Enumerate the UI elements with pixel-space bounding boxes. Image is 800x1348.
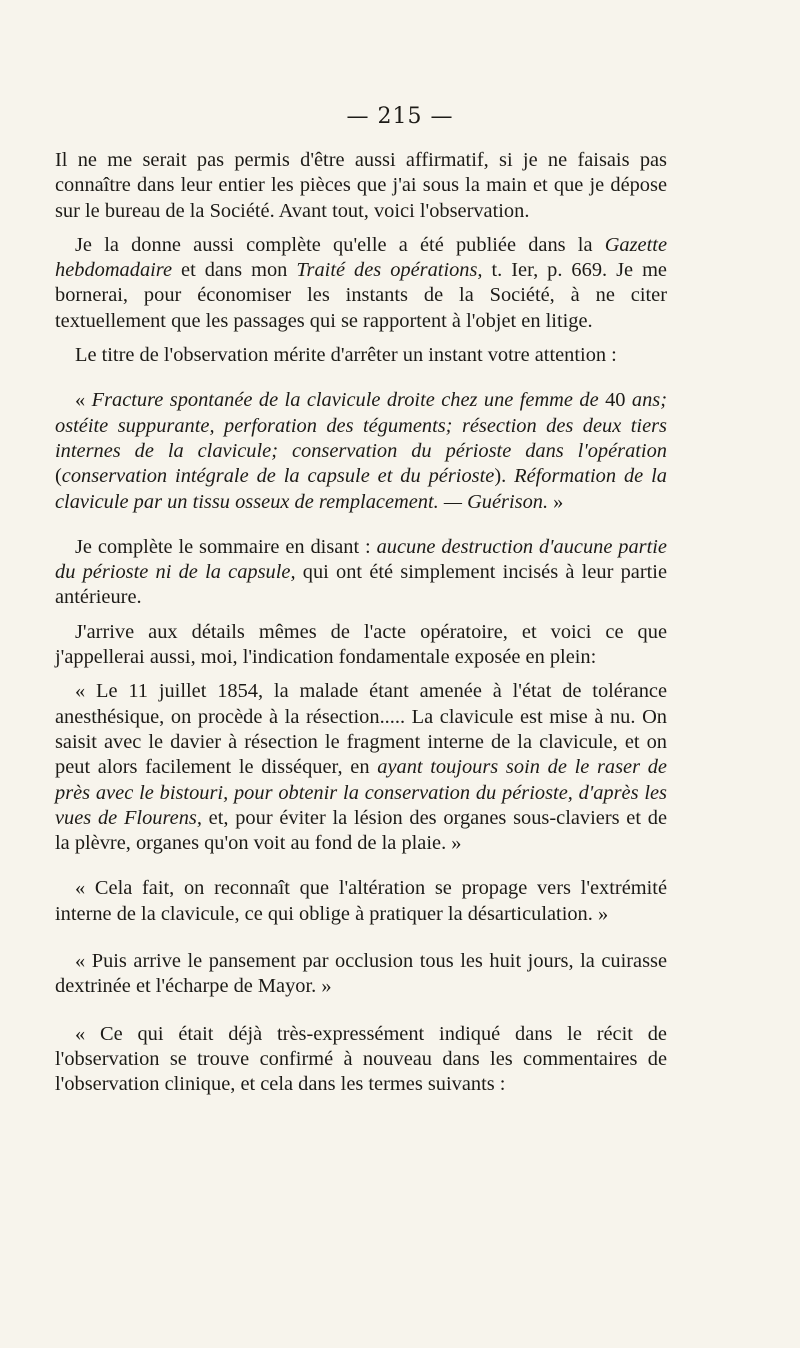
p4-quote-open: « [75,389,92,412]
paragraph-5 [55,535,667,611]
p2-italic-gazette: Gazette hebdomadaire [55,233,667,282]
paragraph-7 [55,679,667,856]
p4-quote-close: » [548,490,564,513]
p5-text-a: Je complète le sommaire en disant : [75,535,377,558]
p5-italic: aucune destruction d'aucune partie du périoste ni de la capsule, [55,535,667,584]
p7-italic: ayant toujours soin de le raser de près avec le bistouri, pour obtenir la conservation du périoste, d'après les vues de Flourens, [55,756,667,829]
p2-text-c: t. Ier, p. 669. Je me bornerai, pour économiser les instants de la Société, à ne citer textuellement que les passages qui se rapportent à l'objet en litige. [55,259,667,332]
p5-text-b: qui ont été simplement incisés à leur partie antérieure. [55,561,667,609]
p7-text-a: « Le 11 juillet 1854, la malade étant amenée à l'état de tolérance anesthésique, on procède à la résection..... La clavicule est mise à nu. On saisit avec le davier à résection le fragment interne de la clavicule, et on peut alors facilement le disséquer, en [55,680,667,779]
paragraph-10 [55,1022,667,1098]
p6-text: J'arrive aux détails mêmes de l'acte opératoire, et voici ce que j'appellerai aussi, moi, l'indication fondamentale exposée en plein: [55,620,667,669]
p1-text: Il ne me serait pas permis d'être aussi affirmatif, si je ne faisais pas connaître dans leur entier les pièces que j'ai sous la main et que je dépose sur le bureau de la Société. Avant tout, voici l'observation. [55,149,667,222]
p9-text: « Puis arrive le pansement par occlusion tous les huit jours, la cuirasse dextrinée et l'écharpe de Mayor. » [55,950,667,998]
body-text [55,148,667,1098]
p4-paren-close: ). [494,465,515,488]
paragraph-3 [55,343,667,368]
p8-text: « Cela fait, on reconnaît que l'altération se propage vers l'extrémité interne de la clavicule, ce qui oblige à pratiquer la désarticulation. » [55,877,667,925]
p4-italic-c: conservation intégrale de la capsule et du périoste [61,465,495,488]
paragraph-1 [55,148,667,224]
p7-text-b: et, pour éviter la lésion des organes sous-claviers et de la plèvre, organes qu'on voit au fond de la plaie. » [55,806,668,855]
paragraph-6 [55,620,667,671]
p4-italic-a: Fracture spontanée de la clavicule droite chez une femme de [91,389,599,412]
p4-italic-b: ans; ostéite suppurante, perforation des téguments; résection des deux tiers internes de la clavicule; conservation du périoste dans l'opération [55,389,668,462]
page-number: — 215 — [346,104,454,129]
paragraph-8 [55,876,667,927]
p2-text-b: et dans mon [172,259,297,282]
paragraph-9 [55,949,667,1000]
p10-text: « Ce qui était déjà très-expressément indiqué dans le récit de l'observation se trouve confirmé à nouveau dans les commentaires de l'observation clinique, et cela dans les termes suivants : [55,1022,667,1096]
p2-text-a: Je la donne aussi complète qu'elle a été publiée dans la [75,233,605,256]
p3-text: Le titre de l'observation mérite d'arrêter un instant votre attention : [75,344,617,367]
p4-paren-open: ( [55,465,62,488]
p4-italic-d: Réformation de la clavicule par un tissu osseux de remplacement. — Guérison. [55,465,667,513]
p4-text-age: 40 [598,389,632,412]
p2-italic-traite: Traité des opérations, [296,259,483,282]
paragraph-2 [55,233,667,334]
paragraph-4-title-quote [55,388,667,514]
